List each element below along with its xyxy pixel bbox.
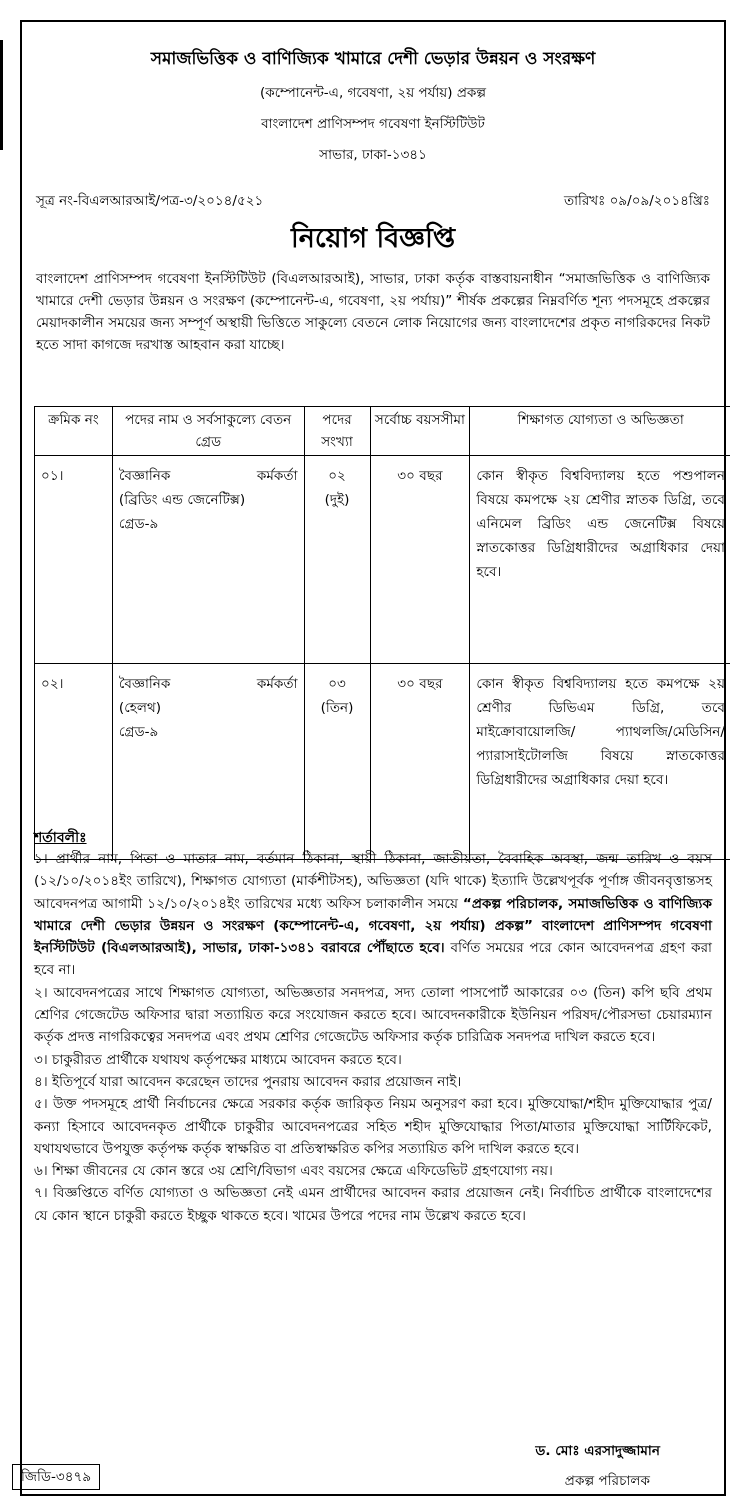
notice-title: নিয়োগ বিজ্ঞপ্তি	[290, 223, 456, 254]
post-sub: (ব্রিডিং এন্ড জেনেটিক্স)	[118, 492, 246, 508]
header-post: পদের নাম ও সর্বসাকুল্যে বেতন গ্রেড	[112, 407, 304, 456]
terms-list	[34, 848, 712, 1227]
post-grade: গ্রেড-৯	[118, 516, 159, 532]
cell-age: ৩০ বছর	[370, 664, 470, 860]
term-1-text: ১। প্রার্থীর নাম, পিতা ও মাতার নাম, বর্তমান ঠিকানা, স্থায়ী ঠিকানা, জাতীয়তা, বৈবাহিক অবস্থা, জন্ম তারিখ ও বয়স (১২/১০/২০১৪ইং তারিখে), শিক্ষাগত যোগ্যতা (মার্কশীটসহ), অভিজ্ঞতা (যদি থাকে) ইত্যাদি উল্লেখপূর্বক পূর্ণাঙ্গ জীবনবৃত্তান্তসহ আবেদনপত্র আগামী ১২/১০/২০১৪ইং তারিখের মধ্যে অফিস চলাকালীন সময়ে	[34, 851, 712, 912]
cell-qualification: কোন স্বীকৃত বিশ্ববিদ্যালয় হতে কমপক্ষে ২য় শ্রেণীর ডিভিএম ডিগ্রি, তবে মাইক্রোবায়োলজি/ প্যাথলজি/মেডিসিন/ প্যারাসাইটোলজি বিষয়ে স্নাতকোত্তর ডিগ্রিধারীদের অগ্রাধিকার দেয়া হবে।	[470, 664, 730, 860]
cell-qualification: কোন স্বীকৃত বিশ্ববিদ্যালয় হতে পশুপালন বিষয়ে কমপক্ষে ২য় শ্রেণীর স্নাতক ডিগ্রি, তবে এনিমেল ব্রিডিং এন্ড জেনেটিক্স বিষয়ে স্নাতকোত্তর ডিগ্রিধারীদের অগ্রাধিকার দেয়া হবে।	[470, 456, 730, 664]
memo-date: তারিখঃ ০৯/০৯/২০১৪খ্রিঃ	[563, 193, 710, 209]
count-words: (দুই)	[324, 492, 350, 508]
job-circular	[20, 20, 726, 1496]
project-title: সমাজভিত্তিক ও বাণিজ্যিক খামারে দেশী ভেড়ার উন্নয়ন ও সংরক্ষণ	[150, 49, 596, 69]
signatory-designation: প্রকল্প পরিচালক	[564, 1473, 650, 1489]
terms-title: শর্তাবলীঃ	[34, 830, 87, 846]
intro-paragraph: বাংলাদেশ প্রাণিসম্পদ গবেষণা ইনস্টিটিউট (বিএলআরআই), সাভার, ঢাকা কর্তৃক বাস্তবায়নাধীন “সমাজভিত্তিক ও বাণিজ্যিক খামারে দেশী ভেড়ার উন্নয়ন ও সংরক্ষণ (কম্পোনেন্ট-এ, গবেষণা, ২য় পর্যায়)” শীর্ষক প্রকল্পের নিম্নবর্ণিত শূন্য পদসমূহে প্রকল্পের মেয়াদকালীন সময়ের জন্য সম্পূর্ণ অস্থায়ী ভিত্তিতে সাকুল্যে বেতনে লোক নিয়োগের জন্য বাংলাদেশের প্রকৃত নাগরিকদের নিকট হতে সাদা কাগজে দরখাস্ত আহবান করা যাচ্ছে।	[36, 271, 710, 353]
institute-address: সাভার, ঢাকা-১৩৪১	[319, 147, 427, 163]
cell-serial: ০২।	[35, 664, 113, 860]
term-6: ৬। শিক্ষা জীবনের যে কোন স্তরে ৩য় শ্রেণি/বিভাগ এবং বয়সের ক্ষেত্রে এফিডেভিট গ্রহণযোগ্য নয়।	[34, 1163, 553, 1180]
table-header-row	[35, 407, 730, 456]
post-name: বৈজ্ঞানিক কর্মকর্তা	[118, 468, 298, 484]
term-1-note: বর্ণিত সময়ের পরে কোন আবেদনপত্র গ্রহণ করা হবে না।	[34, 940, 712, 979]
gd-number: জিডি-৩৪৭৯	[12, 1464, 100, 1490]
term-7: ৭। বিজ্ঞপ্তিতে বর্ণিত যোগ্যতা ও অভিজ্ঞতা নেই এমন প্রার্থীদের আবেদন করার প্রয়োজন নেই। নির্বাচিত প্রার্থীকে বাংলাদেশের যে কোন স্থানে চাকুরী করতে ইচ্ছুক থাকতে হবে। খামের উপরে পদের নাম উল্লেখ করতে হবে।	[34, 1185, 712, 1224]
count-number: ০২	[328, 468, 346, 484]
memo-number: সূত্র নং-বিএলআরআই/পত্র-৩/২০১৪/৫২১	[36, 193, 264, 209]
institute-name: বাংলাদেশ প্রাণিসম্পদ গবেষণা ইনস্টিটিউট	[261, 116, 485, 132]
term-2: ২। আবেদনপত্রের সাথে শিক্ষাগত যোগ্যতা, অভিজ্ঞতার সনদপত্র, সদ্য তোলা পাসপোর্ট আকারের ০৩ (তিন) কপি ছবি প্রথম শ্রেণির গেজেটেড অফিসার দ্বারা সত্যায়িত করে সংযোজন করতে হবে। আবেদনকারীকে ইউনিয়ন পরিষদ/পৌরসভা চেয়ারম্যান কর্তৃক প্রদত্ত নাগরিকত্বের সনদপত্র এবং প্রথম শ্রেণির গেজেটেড অফিসার কর্তৃক চারিত্রিক সনদপত্র দাখিল করতে হবে।	[34, 984, 712, 1046]
count-number: ০৩	[328, 676, 346, 692]
cell-count	[304, 456, 370, 664]
count-words: (তিন)	[320, 700, 354, 716]
post-name: বৈজ্ঞানিক কর্মকর্তা	[118, 676, 298, 692]
cell-serial: ০১।	[35, 456, 113, 664]
table-row	[35, 664, 730, 860]
term-1	[34, 848, 712, 982]
post-grade: গ্রেড-৯	[118, 724, 159, 740]
signatory-name: ড. মোঃ এরসাদুজ্জামান	[535, 1443, 660, 1459]
header-serial: ক্রমিক নং	[35, 407, 113, 456]
header	[22, 46, 724, 167]
term-4: ৪। ইতিপূর্বে যারা আবেদন করেছেন তাদের পুনরায় আবেদন করার প্রয়োজন নাই।	[34, 1073, 462, 1090]
table-row	[35, 456, 730, 664]
page-edge-mark	[0, 40, 3, 150]
project-line: (কম্পোনেন্ট-এ, গবেষণা, ২য় পর্যায়) প্রকল্প	[260, 85, 486, 101]
cell-count	[304, 664, 370, 860]
header-count: পদের সংখ্যা	[304, 407, 370, 456]
header-qualification: শিক্ষাগত যোগ্যতা ও অভিজ্ঞতা	[470, 407, 730, 456]
term-3: ৩। চাকুরীরত প্রার্থীকে যথাযথ কর্তৃপক্ষের মাধ্যমে আবেদন করতে হবে।	[34, 1051, 402, 1068]
term-5: ৫। উক্ত পদসমূহে প্রার্থী নির্বাচনের ক্ষেত্রে সরকার কর্তৃক জারিকৃত নিয়ম অনুসরণ করা হবে। মুক্তিযোদ্ধা/শহীদ মুক্তিযোদ্ধার পুত্র/কন্যা হিসাবে আবেদনকৃত প্রার্থীকে চাকুরীর আবেদনপত্রের সহিত শহীদ মুক্তিযোদ্ধার পিতা/মাতার মুক্তিযোদ্ধা সার্টিফিকেট, যথাযথভাবে উপযুক্ত কর্তৃপক্ষ কর্তৃক স্বাক্ষরিত বা প্রতিস্বাক্ষরিত কপির সত্যায়িত কপি দাখিল করতে হবে।	[34, 1096, 712, 1157]
term-1-address: “প্রকল্প পরিচালক, সমাজভিত্তিক ও বাণিজ্যিক খামারে দেশী ভেড়ার উন্নয়ন ও সংরক্ষণ (কম্পোনেন্ট-এ, গবেষণা, ২য় পর্যায়) প্রকল্প” বাংলাদেশ প্রাণিসম্পদ গবেষণা ইনস্টিটিউট (বিএলআরআই), সাভার, ঢাকা-১৩৪১ বরাবরে পৌঁছাতে হবে।	[34, 895, 712, 957]
cell-age: ৩০ বছর	[370, 456, 470, 664]
header-age: সর্বোচ্চ বয়সসীমা	[370, 407, 470, 456]
cell-post	[112, 664, 304, 860]
vacancy-table	[34, 406, 730, 860]
cell-post	[112, 456, 304, 664]
post-sub: (হেলথ)	[118, 700, 162, 716]
